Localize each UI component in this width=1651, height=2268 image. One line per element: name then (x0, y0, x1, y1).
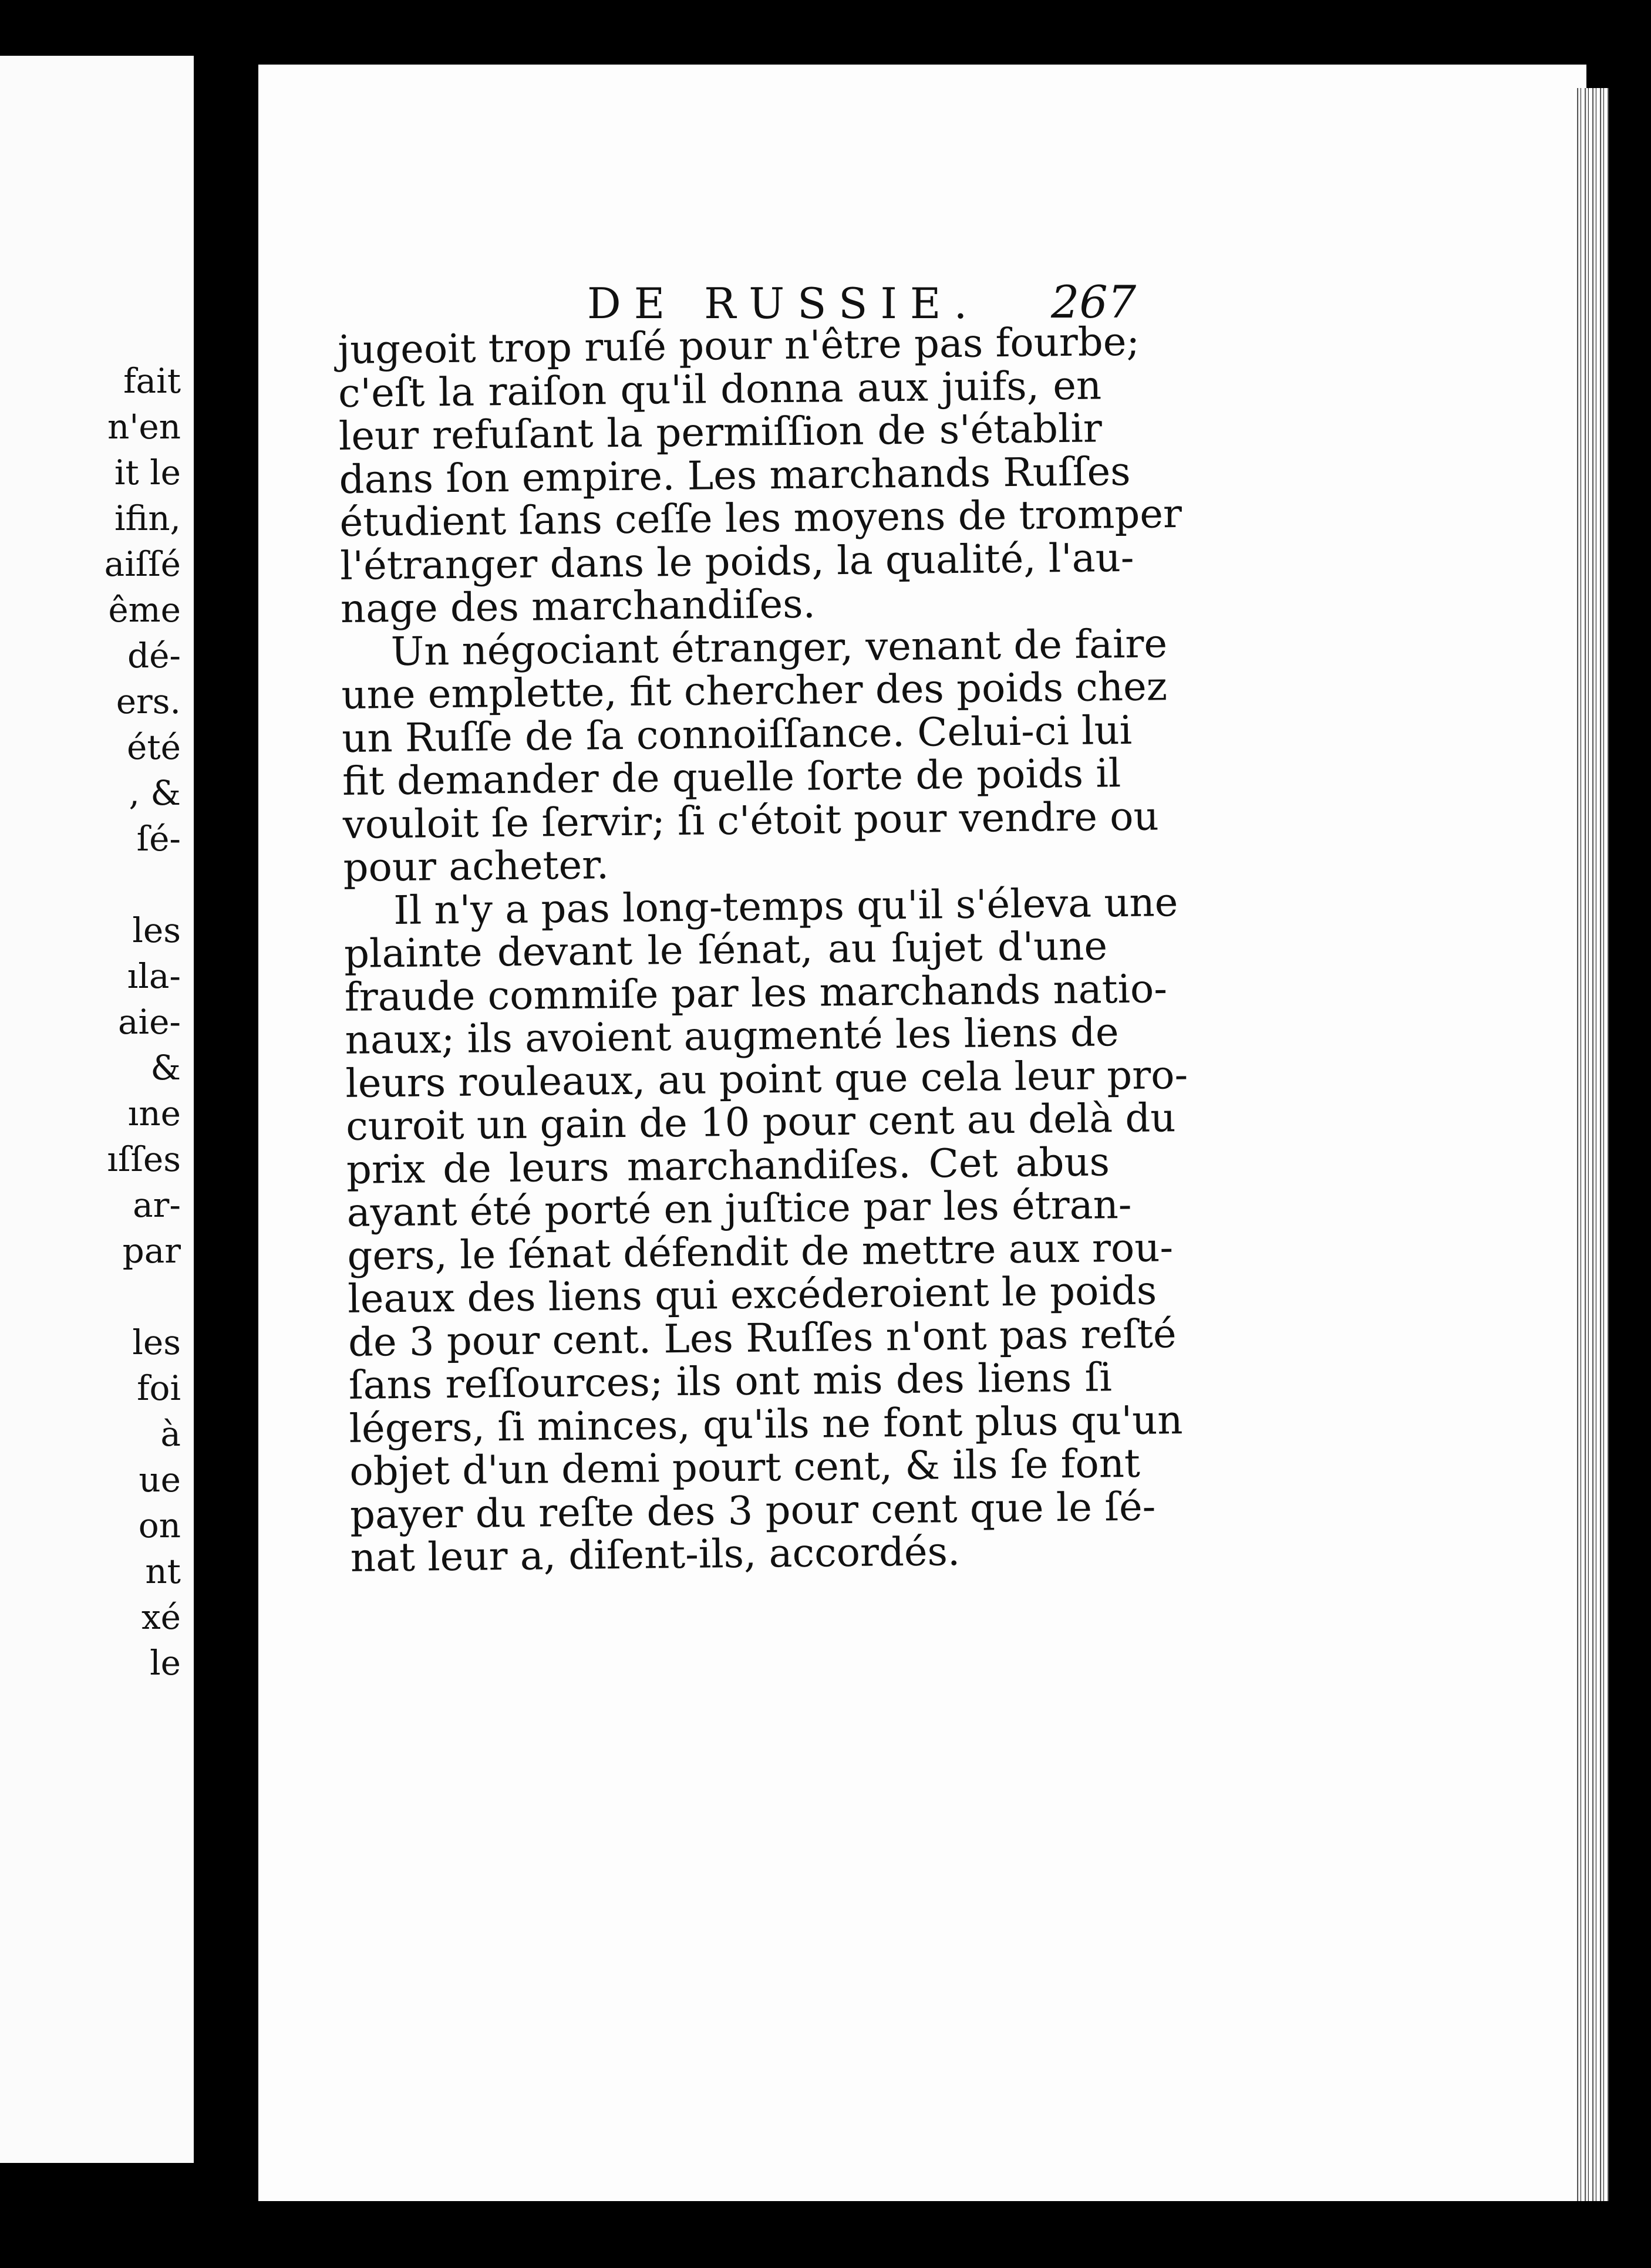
text-line: de 3 pour cent. Les Ruſſes n'ont pas reſté (348, 1310, 1177, 1365)
left-page-fragment: les (132, 1322, 181, 1362)
left-page-fragment: ar- (133, 1185, 181, 1225)
text-line: Un négociant étranger, venant de faire (390, 620, 1168, 674)
left-page-fragment: ue (139, 1460, 181, 1500)
text-line: naux; ils avoient augmenté les liens de (345, 1009, 1119, 1063)
left-page-fragment: le (150, 1643, 181, 1683)
text-line: ayant été porté en juſtice par les étran- (346, 1181, 1132, 1236)
text-line: l'étranger dans le poids, la qualité, l'au- (339, 534, 1134, 589)
page-edges (1573, 88, 1609, 2201)
left-page-fragment: ifin, (114, 498, 181, 538)
left-page-fragment: xé (141, 1597, 181, 1637)
left-page-fragment: ſé- (136, 819, 181, 859)
left-page-fragment: on (138, 1506, 181, 1545)
left-page-fragment: n'en (107, 407, 181, 447)
text-line: fraude commiſe par les marchands natio- (344, 965, 1168, 1020)
left-page-fragment: fait (123, 361, 181, 401)
text-line: un Ruſſe de ſa connoiſſance. Celui-ci lui (341, 707, 1133, 761)
running-head: DE RUSSIE. (587, 279, 981, 328)
text-line: étudient ſans ceſſe les moyens de tromper (339, 490, 1182, 545)
left-page-fragment: ıne (127, 1094, 181, 1133)
left-page-fragment: par (122, 1231, 181, 1271)
paragraph (337, 318, 1182, 632)
left-page-fragment: foi (137, 1368, 181, 1408)
text-line: c'eſt la raiſon qu'il donna aux juifs, en (338, 362, 1102, 416)
paragraph (341, 620, 1168, 890)
text-line: prix de leurs marchandiſes. Cet abus (346, 1138, 1110, 1193)
left-facing-page (0, 56, 194, 2163)
left-page-fragment: it le (114, 453, 181, 492)
text-line: leurs rouleaux, au point que cela leur pro- (345, 1051, 1188, 1106)
text-line: vouloit ſe ſervir; ſi c'étoit pour vendre ou (342, 792, 1160, 848)
text-line: jugeoit trop ruſé pour n'être pas fourbe; (337, 318, 1140, 373)
text-line: nat leur a, diſent-ils, accordés. (350, 1528, 961, 1581)
left-page-fragment: , & (129, 773, 181, 813)
left-page-fragment: aiſſé (104, 544, 181, 584)
left-page-fragment: ême (108, 590, 181, 630)
paragraph (343, 879, 1188, 1581)
text-line: une emplette, fit chercher des poids chez (341, 663, 1168, 718)
text-line: leur refuſant la permiſſion de s'établir (338, 405, 1103, 459)
left-page-fragment: ers. (116, 681, 181, 721)
text-line: gers, le ſénat défendit de mettre aux rou- (347, 1224, 1174, 1279)
text-line: ſans reſſources; ils ont mis des liens ſi (348, 1354, 1113, 1408)
text-line: curoit un gain de 10 pour cent au delà du (345, 1095, 1176, 1149)
text-line: payer du reſte des 3 pour cent que le ſé- (349, 1483, 1156, 1538)
left-page-fragment: ıla- (127, 956, 181, 996)
left-page-fragment: dé- (127, 636, 181, 676)
text-line: plainte devant le ſénat, au ſujet d'une (343, 923, 1108, 977)
left-page-fragment: nt (145, 1551, 181, 1591)
left-page-fragment: les (132, 910, 181, 950)
left-page-fragment: & (150, 1048, 181, 1088)
left-page-fragment: été (127, 727, 181, 767)
left-page-fragment: ıſſes (107, 1139, 181, 1179)
text-line: légers, ſi minces, qu'ils ne font plus qu'un (349, 1396, 1183, 1452)
left-page-fragment: à (160, 1414, 181, 1454)
text-line: Il n'y a pas long-temps qu'il s'éleva une (393, 879, 1178, 933)
text-line: leaux des liens qui excéderoient le poids (347, 1267, 1157, 1322)
text-line: pour acheter. (343, 842, 609, 890)
text-line: dans ſon empire. Les marchands Ruſſes (339, 448, 1131, 502)
body-text (337, 318, 1188, 1581)
text-line: objet d'un demi pourt cent, & ils ſe font (349, 1440, 1141, 1494)
text-line: nage des marchandiſes. (340, 580, 816, 632)
page-number: 267 (1051, 276, 1137, 328)
left-page-fragment: aie- (117, 1002, 181, 1042)
text-line: fit demander de quelle ſorte de poids il (342, 750, 1121, 804)
